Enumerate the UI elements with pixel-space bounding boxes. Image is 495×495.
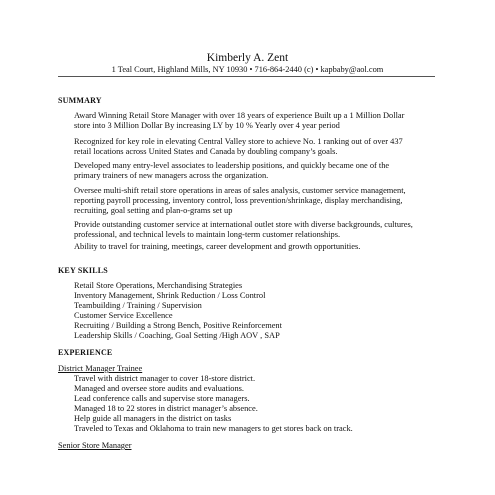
- summary-item: [58, 220, 448, 240]
- job-duty-item: [58, 374, 448, 384]
- summary-heading: SUMMARY: [58, 96, 102, 105]
- summary-item-line: professional, and technical levels to maintain long-term customer relationships.: [74, 230, 341, 239]
- key-skills-heading: KEY SKILLS: [58, 266, 108, 275]
- job-duty-item: [58, 414, 448, 424]
- summary-item-line: primary trainers of new managers across the organization.: [74, 171, 269, 180]
- job-title: District Manager Trainee: [58, 364, 143, 373]
- summary-item-line: Oversee multi-shift retail store operations in areas of sales analysis, customer service management,: [74, 186, 406, 195]
- job-duty-item: [58, 384, 448, 394]
- summary-item-line: Ability to travel for training, meetings, career development and growth opportunities.: [74, 242, 361, 251]
- job-duty-text: Travel with district manager to cover 18-store district.: [74, 374, 256, 383]
- skill-item: [58, 281, 448, 291]
- job-duty-text: Managed and oversee store audits and evaluations.: [74, 384, 245, 393]
- job-title: Senior Store Manager: [58, 441, 132, 450]
- summary-item-line: Developed many entry-level associates to leadership positions, and quickly became one of the: [74, 161, 390, 170]
- candidate-name: Kimberly A. Zent: [206, 52, 289, 64]
- skill-item-text: Customer Service Excellence: [74, 311, 173, 320]
- job-duty-text: Lead conference calls and supervise store managers.: [74, 394, 250, 403]
- skill-item: [58, 321, 448, 331]
- summary-item: [58, 137, 448, 157]
- skill-item: [58, 311, 448, 321]
- summary-item-line: recruiting, goal setting and plan-o-grams set up: [74, 206, 233, 215]
- summary-item-line: Recognized for key role in elevating Central Valley store to achieve No. 1 ranking out of over 437: [74, 137, 403, 146]
- job-duty-item: [58, 404, 448, 414]
- experience-heading: EXPERIENCE: [58, 348, 113, 357]
- contact-line: 1 Teal Court, Highland Mills, NY 10930 • 716-864-2440 (c) • kapbaby@aol.com: [111, 65, 384, 74]
- skill-item-text: Retail Store Operations, Merchandising Strategies: [74, 281, 243, 290]
- skill-item: [58, 301, 448, 311]
- job-duty-text: Managed 18 to 22 stores in district manager’s absence.: [74, 404, 258, 413]
- summary-item: [58, 186, 448, 216]
- summary-item: [58, 242, 448, 252]
- job-duty-text: Traveled to Texas and Oklahoma to train new managers to get stores back on track.: [74, 424, 353, 433]
- job-duty-item: [58, 424, 448, 434]
- summary-item-line: Provide outstanding customer service at international outlet store with diverse backgrounds, cultures,: [74, 220, 413, 229]
- skill-item-text: Leadership Skills / Coaching, Goal Setting /High AOV , SAP: [74, 331, 280, 340]
- job-duty-item: [58, 394, 448, 404]
- header-divider: [58, 76, 435, 77]
- skill-item: [58, 331, 448, 341]
- summary-item: [58, 161, 448, 181]
- summary-item-line: store into 3 Million Dollar By increasing LY by 10 % Yearly over 4 year period: [74, 121, 340, 130]
- skill-item-text: Recruiting / Building a Strong Bench, Positive Reinforcement: [74, 321, 282, 330]
- summary-item-line: retail locations across United States and Canada by doubling company’s goals.: [74, 147, 338, 156]
- skill-item-text: Inventory Management, Shrink Reduction / Loss Control: [74, 291, 266, 300]
- summary-item-line: reporting payroll processing, inventory control, loss prevention/shrinkage, display merchandising,: [74, 196, 403, 205]
- summary-item: [58, 111, 448, 131]
- skill-item-text: Teambuilding / Training / Supervision: [74, 301, 202, 310]
- summary-item-line: Award Winning Retail Store Manager with over 18 years of experience Built up a 1 Million Dollar: [74, 111, 405, 120]
- job-duty-text: Help guide all managers in the district on tasks: [74, 414, 232, 423]
- skill-item: [58, 291, 448, 301]
